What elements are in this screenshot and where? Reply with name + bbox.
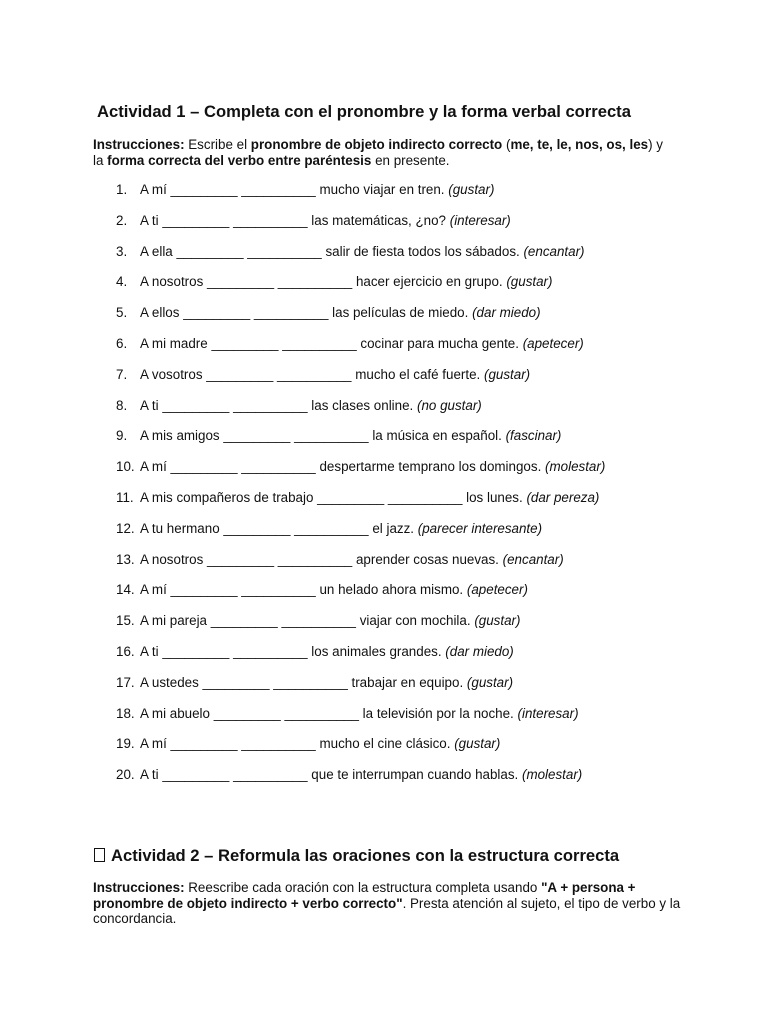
exercise-text: las clases online. bbox=[311, 397, 414, 413]
exercise-number: 17. bbox=[116, 674, 135, 690]
exercise-subject: A mi pareja bbox=[140, 613, 207, 629]
activity1-title: Actividad 1 – Completa con el pronombre y la forma verbal correcta bbox=[97, 102, 631, 121]
exercise-text: viajar con mochila. bbox=[359, 613, 471, 629]
exercise-item bbox=[116, 273, 552, 291]
verb-hint: (dar miedo) bbox=[445, 644, 514, 659]
instructions-bold: pronombre de objeto indirecto correcto bbox=[250, 137, 503, 152]
exercise-number: 7. bbox=[116, 366, 128, 382]
activity2-title: Actividad 2 – Reformula las oraciones con la estructura correcta bbox=[111, 846, 620, 865]
answer-blank[interactable]: _________ __________ bbox=[210, 613, 356, 629]
instructions-text: . Presta atención al sujeto, el tipo de verbo y la concordancia. bbox=[93, 895, 681, 926]
exercise-item bbox=[116, 705, 579, 723]
answer-blank[interactable]: _________ __________ bbox=[170, 459, 316, 475]
exercise-subject: A mis compañeros de trabajo bbox=[140, 490, 314, 505]
instructions-label: Instrucciones: bbox=[93, 137, 185, 152]
exercise-subject: A mi abuelo bbox=[140, 705, 210, 721]
exercise-text: la música en español. bbox=[372, 428, 502, 444]
exercise-number: 20. bbox=[116, 767, 135, 783]
verb-hint: (parecer interesante) bbox=[417, 520, 543, 536]
exercise-subject: A ti bbox=[140, 212, 159, 228]
exercise-subject: A nosotros bbox=[140, 274, 204, 290]
exercise-item bbox=[116, 551, 564, 569]
exercise-item bbox=[116, 335, 584, 353]
exercise-item bbox=[116, 674, 513, 692]
exercise-item bbox=[116, 181, 494, 199]
exercise-item bbox=[116, 643, 514, 661]
exercise-text: mucho el cine clásico. bbox=[319, 736, 451, 752]
exercise-item bbox=[116, 304, 541, 322]
instructions-bold: "A + persona + pronombre de objeto indirecto + verbo correcto" bbox=[93, 880, 636, 911]
exercise-text: el jazz. bbox=[372, 520, 415, 536]
answer-blank[interactable]: _________ __________ bbox=[170, 736, 316, 752]
answer-blank[interactable]: _________ __________ bbox=[162, 212, 308, 228]
answer-blank[interactable]: _________ __________ bbox=[183, 305, 329, 321]
exercise-number: 2. bbox=[116, 212, 128, 228]
verb-hint: (gustar) bbox=[454, 736, 501, 752]
exercise-item bbox=[116, 735, 500, 753]
answer-blank[interactable]: _________ __________ bbox=[211, 336, 357, 351]
exercise-item bbox=[116, 520, 542, 538]
instructions-text: Escribe el bbox=[184, 137, 251, 152]
verb-hint: (gustar) bbox=[506, 274, 553, 290]
instructions-text: en presente. bbox=[371, 152, 450, 168]
verb-hint: (apetecer) bbox=[466, 582, 528, 598]
verb-hint: (interesar) bbox=[517, 705, 579, 721]
exercise-subject: A ti bbox=[140, 767, 159, 783]
verb-hint: (molestar) bbox=[522, 767, 583, 783]
exercise-item bbox=[116, 366, 530, 384]
activity2-title-row bbox=[93, 846, 619, 866]
verb-hint: (gustar) bbox=[466, 674, 514, 690]
answer-blank[interactable]: _________ __________ bbox=[162, 767, 308, 783]
verb-hint: (dar pereza) bbox=[526, 490, 600, 505]
exercise-subject: A mi madre bbox=[140, 336, 208, 351]
answer-blank[interactable]: _________ __________ bbox=[206, 366, 352, 382]
exercise-subject: A mí bbox=[140, 459, 167, 475]
exercise-subject: A mí bbox=[140, 582, 167, 598]
activity1-instructions bbox=[93, 137, 673, 168]
exercise-text: hacer ejercicio en grupo. bbox=[355, 274, 503, 290]
answer-blank[interactable]: _________ __________ bbox=[213, 705, 359, 721]
verb-hint: (fascinar) bbox=[505, 428, 562, 444]
exercise-text: las matemáticas, ¿no? bbox=[311, 212, 447, 228]
instructions-label: Instrucciones: bbox=[93, 880, 185, 895]
exercise-subject: A mis amigos bbox=[140, 428, 220, 444]
verb-hint: (gustar) bbox=[448, 182, 495, 197]
exercise-subject: A ella bbox=[140, 243, 173, 259]
exercise-item bbox=[116, 427, 561, 445]
exercise-number: 5. bbox=[116, 305, 128, 321]
verb-hint: (no gustar) bbox=[417, 397, 482, 413]
verb-hint: (apetecer) bbox=[522, 336, 584, 351]
exercise-text: cocinar para mucha gente. bbox=[360, 336, 519, 351]
exercise-subject: A ti bbox=[140, 397, 159, 413]
exercise-text: los lunes. bbox=[466, 490, 523, 505]
exercise-number: 9. bbox=[116, 428, 128, 444]
exercise-item bbox=[116, 489, 599, 507]
answer-blank[interactable]: _________ __________ bbox=[202, 674, 348, 690]
verb-hint: (encantar) bbox=[502, 551, 564, 567]
exercise-number: 19. bbox=[116, 736, 135, 752]
exercise-item bbox=[116, 612, 520, 630]
exercise-number: 16. bbox=[116, 644, 135, 659]
instructions-text: ) y la bbox=[93, 137, 663, 168]
answer-blank[interactable]: _________ __________ bbox=[207, 551, 353, 567]
exercise-number: 13. bbox=[116, 551, 135, 567]
exercise-item bbox=[116, 397, 482, 415]
exercise-text: un helado ahora mismo. bbox=[319, 582, 464, 598]
verb-hint: (dar miedo) bbox=[472, 305, 541, 321]
exercise-item bbox=[116, 243, 585, 261]
exercise-number: 10. bbox=[116, 459, 135, 475]
answer-blank[interactable]: _________ __________ bbox=[170, 182, 316, 197]
exercise-subject: A ustedes bbox=[140, 674, 199, 690]
instructions-bold: me, te, le, nos, os, les bbox=[510, 137, 649, 152]
exercise-number: 15. bbox=[116, 613, 135, 629]
verb-hint: (gustar) bbox=[484, 366, 531, 382]
exercise-subject: A mí bbox=[140, 182, 167, 197]
verb-hint: (interesar) bbox=[449, 212, 511, 228]
verb-hint: (encantar) bbox=[523, 243, 585, 259]
exercise-number: 8. bbox=[116, 397, 128, 413]
instructions-text: Reescribe cada oración con la estructura completa usando bbox=[184, 880, 542, 895]
answer-blank[interactable]: _________ __________ bbox=[207, 274, 353, 290]
verb-hint: (molestar) bbox=[545, 459, 606, 475]
exercise-subject: A ti bbox=[140, 644, 159, 659]
answer-blank[interactable]: _________ __________ bbox=[317, 490, 463, 505]
exercise-subject: A mí bbox=[140, 736, 167, 752]
exercise-text: mucho el café fuerte. bbox=[355, 366, 481, 382]
exercise-number: 12. bbox=[116, 520, 135, 536]
exercise-number: 1. bbox=[116, 182, 128, 197]
answer-blank[interactable]: _________ __________ bbox=[162, 397, 308, 413]
instructions-text: ( bbox=[502, 137, 511, 152]
answer-blank[interactable]: _________ __________ bbox=[170, 582, 316, 598]
exercise-number: 18. bbox=[116, 705, 135, 721]
exercise-subject: A tu hermano bbox=[140, 520, 220, 536]
missing-glyph-box-icon bbox=[94, 848, 105, 862]
exercise-item bbox=[116, 581, 528, 599]
answer-blank[interactable]: _________ __________ bbox=[176, 243, 322, 259]
answer-blank[interactable]: _________ __________ bbox=[223, 428, 369, 444]
exercise-number: 14. bbox=[116, 582, 135, 598]
exercise-subject: A ellos bbox=[140, 305, 180, 321]
exercise-subject: A vosotros bbox=[140, 366, 203, 382]
exercise-text: las películas de miedo. bbox=[332, 305, 469, 321]
exercise-text: mucho viajar en tren. bbox=[319, 182, 445, 197]
exercise-text: trabajar en equipo. bbox=[351, 674, 464, 690]
instructions-bold: forma correcta del verbo entre paréntesis bbox=[107, 152, 372, 168]
exercise-item bbox=[116, 458, 605, 476]
exercise-text: que te interrumpan cuando hablas. bbox=[311, 767, 519, 783]
exercise-text: aprender cosas nuevas. bbox=[355, 551, 499, 567]
activity2-instructions bbox=[93, 880, 683, 927]
exercise-number: 4. bbox=[116, 274, 128, 290]
exercise-text: la televisión por la noche. bbox=[362, 705, 514, 721]
exercise-text: los animales grandes. bbox=[311, 644, 442, 659]
answer-blank[interactable]: _________ __________ bbox=[162, 644, 308, 659]
answer-blank[interactable]: _________ __________ bbox=[223, 520, 369, 536]
exercise-text: despertarme temprano los domingos. bbox=[319, 459, 542, 475]
exercise-text: salir de fiesta todos los sábados. bbox=[325, 243, 520, 259]
exercise-item bbox=[116, 766, 582, 784]
exercise-number: 3. bbox=[116, 243, 128, 259]
exercise-subject: A nosotros bbox=[140, 551, 204, 567]
verb-hint: (gustar) bbox=[474, 613, 521, 629]
exercise-number: 6. bbox=[116, 336, 128, 351]
exercise-number: 11. bbox=[116, 490, 134, 505]
exercise-item bbox=[116, 212, 511, 230]
